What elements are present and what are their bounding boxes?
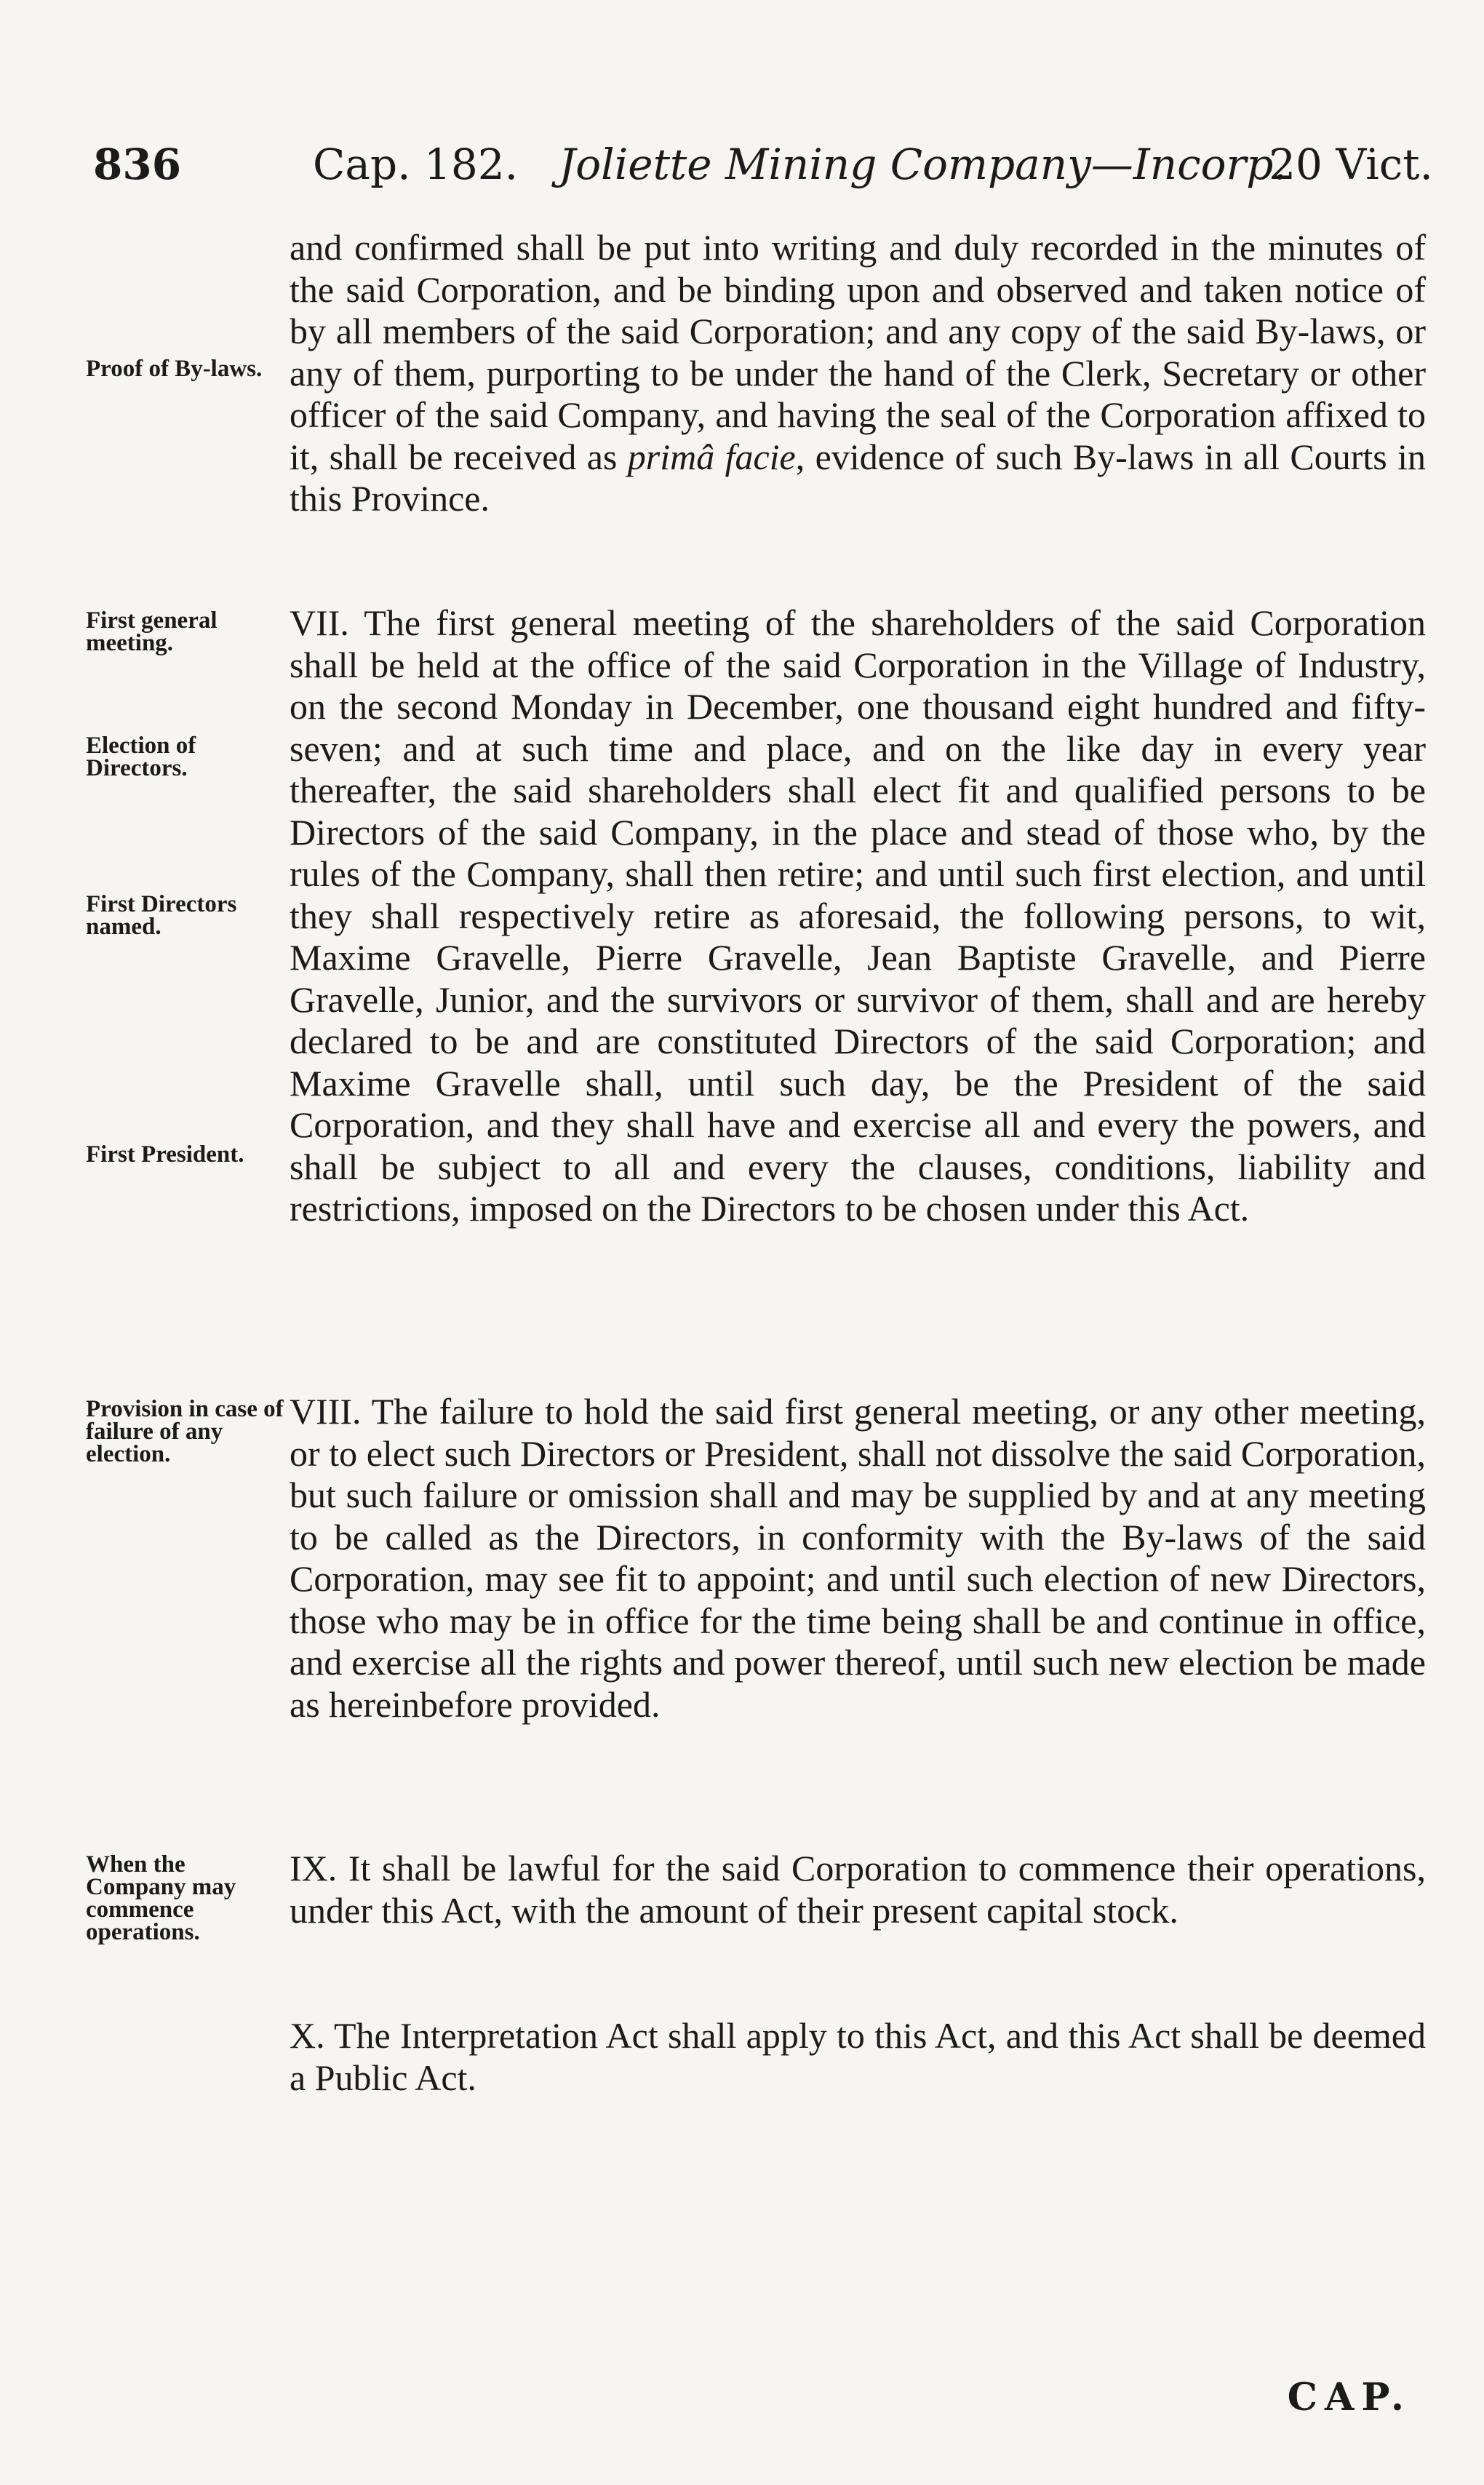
section-ix: IX. It shall be lawful for the said Corporation to commence their operations, under this Act, with the amount of their present capital stock. (290, 1848, 1426, 1931)
running-title: Joliette Mining Company—Incorp. (559, 140, 1287, 189)
paragraph-bylaws-proof (290, 227, 1426, 520)
page-number: 836 (93, 140, 182, 189)
paragraph-text: and confirmed shall be put into writing and duly recorded in the minutes of the said Corporation, and be binding upon and observed and taken notice of by all members of the said Corporation; and any copy of the said By-laws, or any of them, purporting to be under the hand of the Clerk, Secretary or other officer of the said Company, and having the seal of the Corporation affixed to it, shall be received as (290, 227, 1426, 477)
section-vii: VII. The first general meeting of the shareholders of the said Corporation shall be held at the office of the said Corporation in the Village of Industry, on the second Monday in December, one thousand eight hundred and fifty-seven; and at such time and place, and on the like day in every year thereafter, the said shareholders shall elect fit and qualified persons to be Directors of the said Company, in the place and stead of those who, by the rules of the Company, shall then retire; and until such first election, and until they shall respectively retire as aforesaid, the following persons, to wit, Maxime Gravelle, Pierre Gravelle, Jean Baptiste Gravelle, and Pierre Gravelle, Junior, and the survivors or survivor of them, shall and are hereby declared to be and are constituted Directors of the said Corporation; and Maxime Gravelle shall, until such day, be the President of the said Corporation, and they shall have and exercise all and every the powers, and shall be subject to all and every the clauses, conditions, liability and restrictions, imposed on the Directors to be chosen under this Act. (290, 602, 1426, 1229)
running-header (93, 140, 1433, 205)
paragraph-text: , evidence of such By-laws in all Courts in this Province. (290, 436, 1426, 519)
margin-note-first-directors-named: First Directors named. (86, 891, 237, 940)
margin-note-commence-operations: When the Company may commence operations. (86, 1851, 236, 1945)
chapter-number: Cap. 182. (313, 140, 519, 189)
margin-note-proof-of-bylaws: Proof of By-laws. (86, 356, 263, 382)
margin-note-provision-failure: Provision in case of failure of any election. (86, 1396, 284, 1467)
regnal-year: 20 Vict. (1269, 140, 1433, 189)
section-x: X. The Interpretation Act shall apply to this Act, and this Act shall be deemed a Public Act. (290, 2015, 1426, 2098)
margin-note-election-of-directors: Election of Directors. (86, 733, 196, 781)
catchword: CAP. (1287, 2375, 1411, 2420)
italic-phrase: primâ facie (627, 436, 796, 477)
section-viii: VIII. The failure to hold the said first general meeting, or any other meeting, or to elect such Directors or President, shall not dissolve the said Corporation, but such failure or omission shall and may be supplied by and at any meeting to be called as the Directors, in conformity with the By-laws of the said Corporation, may see fit to appoint; and until such election of new Directors, those who may be in office for the time being shall be and continue in office, and exercise all the rights and power thereof, until such new election be made as hereinbefore provided. (290, 1391, 1426, 1725)
margin-note-first-general-meeting: First general meeting. (86, 607, 218, 656)
margin-note-first-president: First President. (86, 1141, 244, 1168)
